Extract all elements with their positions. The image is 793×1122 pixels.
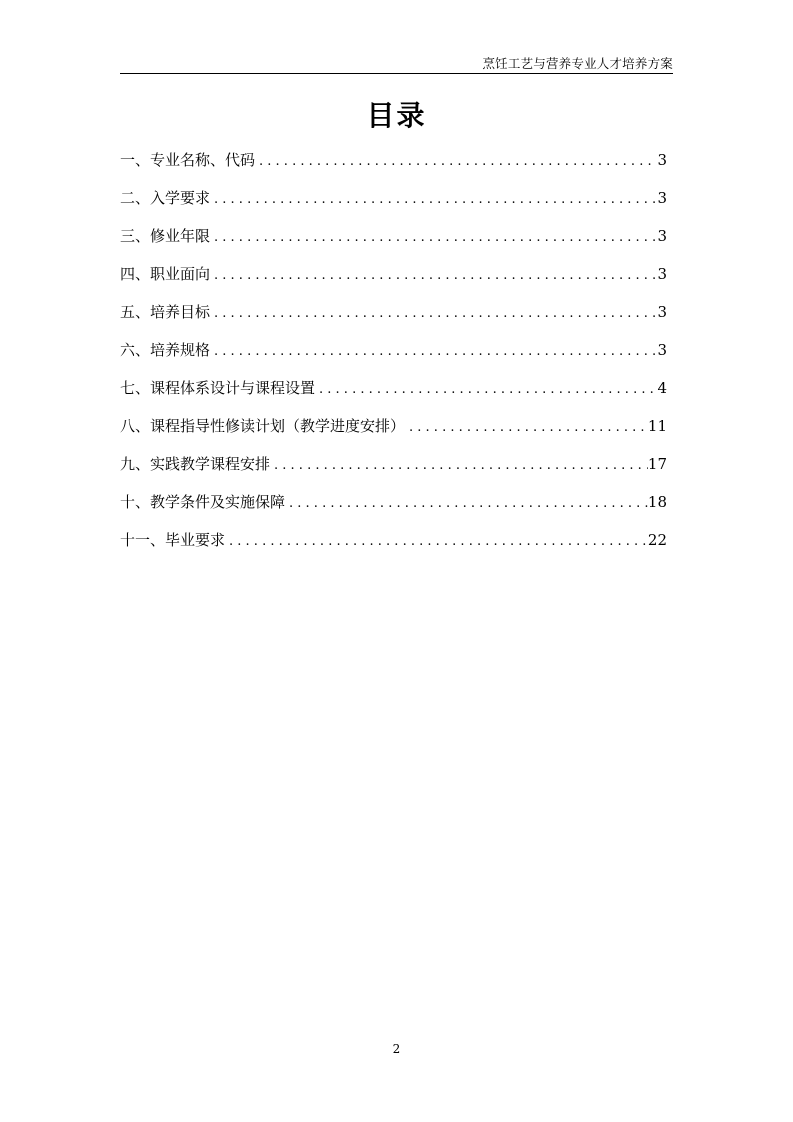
- toc-entry-label: 十、教学条件及实施保障: [120, 493, 286, 511]
- toc-entry-label: 二、入学要求: [120, 189, 211, 207]
- toc-entry-label: 六、培养规格: [120, 341, 211, 359]
- dot-leader: [405, 416, 648, 440]
- table-of-contents: [120, 148, 667, 566]
- toc-entry[interactable]: [120, 148, 667, 186]
- toc-entry-page: 17: [647, 455, 667, 473]
- toc-entry-page: 3: [657, 303, 667, 321]
- page-number: 2: [392, 1042, 401, 1056]
- dot-leader: [315, 378, 657, 402]
- dot-leader: [270, 454, 648, 478]
- toc-entry-label: 四、职业面向: [120, 265, 211, 283]
- dot-leader: [210, 340, 657, 364]
- dot-leader: [210, 302, 657, 326]
- toc-entry[interactable]: [120, 338, 667, 376]
- toc-entry-page: 11: [647, 417, 667, 435]
- header-divider: [120, 73, 673, 74]
- dot-leader: [225, 530, 648, 554]
- toc-entry-label: 八、课程指导性修读计划（教学进度安排）: [120, 417, 406, 435]
- toc-entry-label: 一、专业名称、代码: [120, 151, 256, 169]
- toc-title: 目录: [366, 99, 427, 132]
- toc-entry-label: 七、课程体系设计与课程设置: [120, 379, 316, 397]
- toc-entry[interactable]: [120, 224, 667, 262]
- running-header: 烹饪工艺与营养专业人才培养方案: [482, 56, 673, 71]
- dot-leader: [210, 188, 657, 212]
- toc-entry[interactable]: [120, 300, 667, 338]
- toc-entry[interactable]: [120, 490, 667, 528]
- toc-entry-label: 十一、毕业要求: [120, 531, 226, 549]
- toc-entry-page: 22: [647, 531, 667, 549]
- toc-entry[interactable]: [120, 376, 667, 414]
- dot-leader: [210, 264, 657, 288]
- toc-entry-label: 五、培养目标: [120, 303, 211, 321]
- toc-entry[interactable]: [120, 262, 667, 300]
- toc-entry-page: 3: [657, 189, 667, 207]
- toc-entry[interactable]: [120, 414, 667, 452]
- toc-entry[interactable]: [120, 186, 667, 224]
- toc-entry[interactable]: [120, 452, 667, 490]
- toc-entry-page: 3: [657, 151, 667, 169]
- toc-entry[interactable]: [120, 528, 667, 566]
- toc-entry-page: 18: [647, 493, 667, 511]
- toc-entry-label: 三、修业年限: [120, 227, 211, 245]
- dot-leader: [255, 150, 657, 174]
- dot-leader: [210, 226, 657, 250]
- toc-entry-page: 3: [657, 341, 667, 359]
- toc-entry-label: 九、实践教学课程安排: [120, 455, 271, 473]
- toc-entry-page: 3: [657, 265, 667, 283]
- dot-leader: [285, 492, 648, 516]
- toc-entry-page: 4: [657, 379, 667, 397]
- toc-entry-page: 3: [657, 227, 667, 245]
